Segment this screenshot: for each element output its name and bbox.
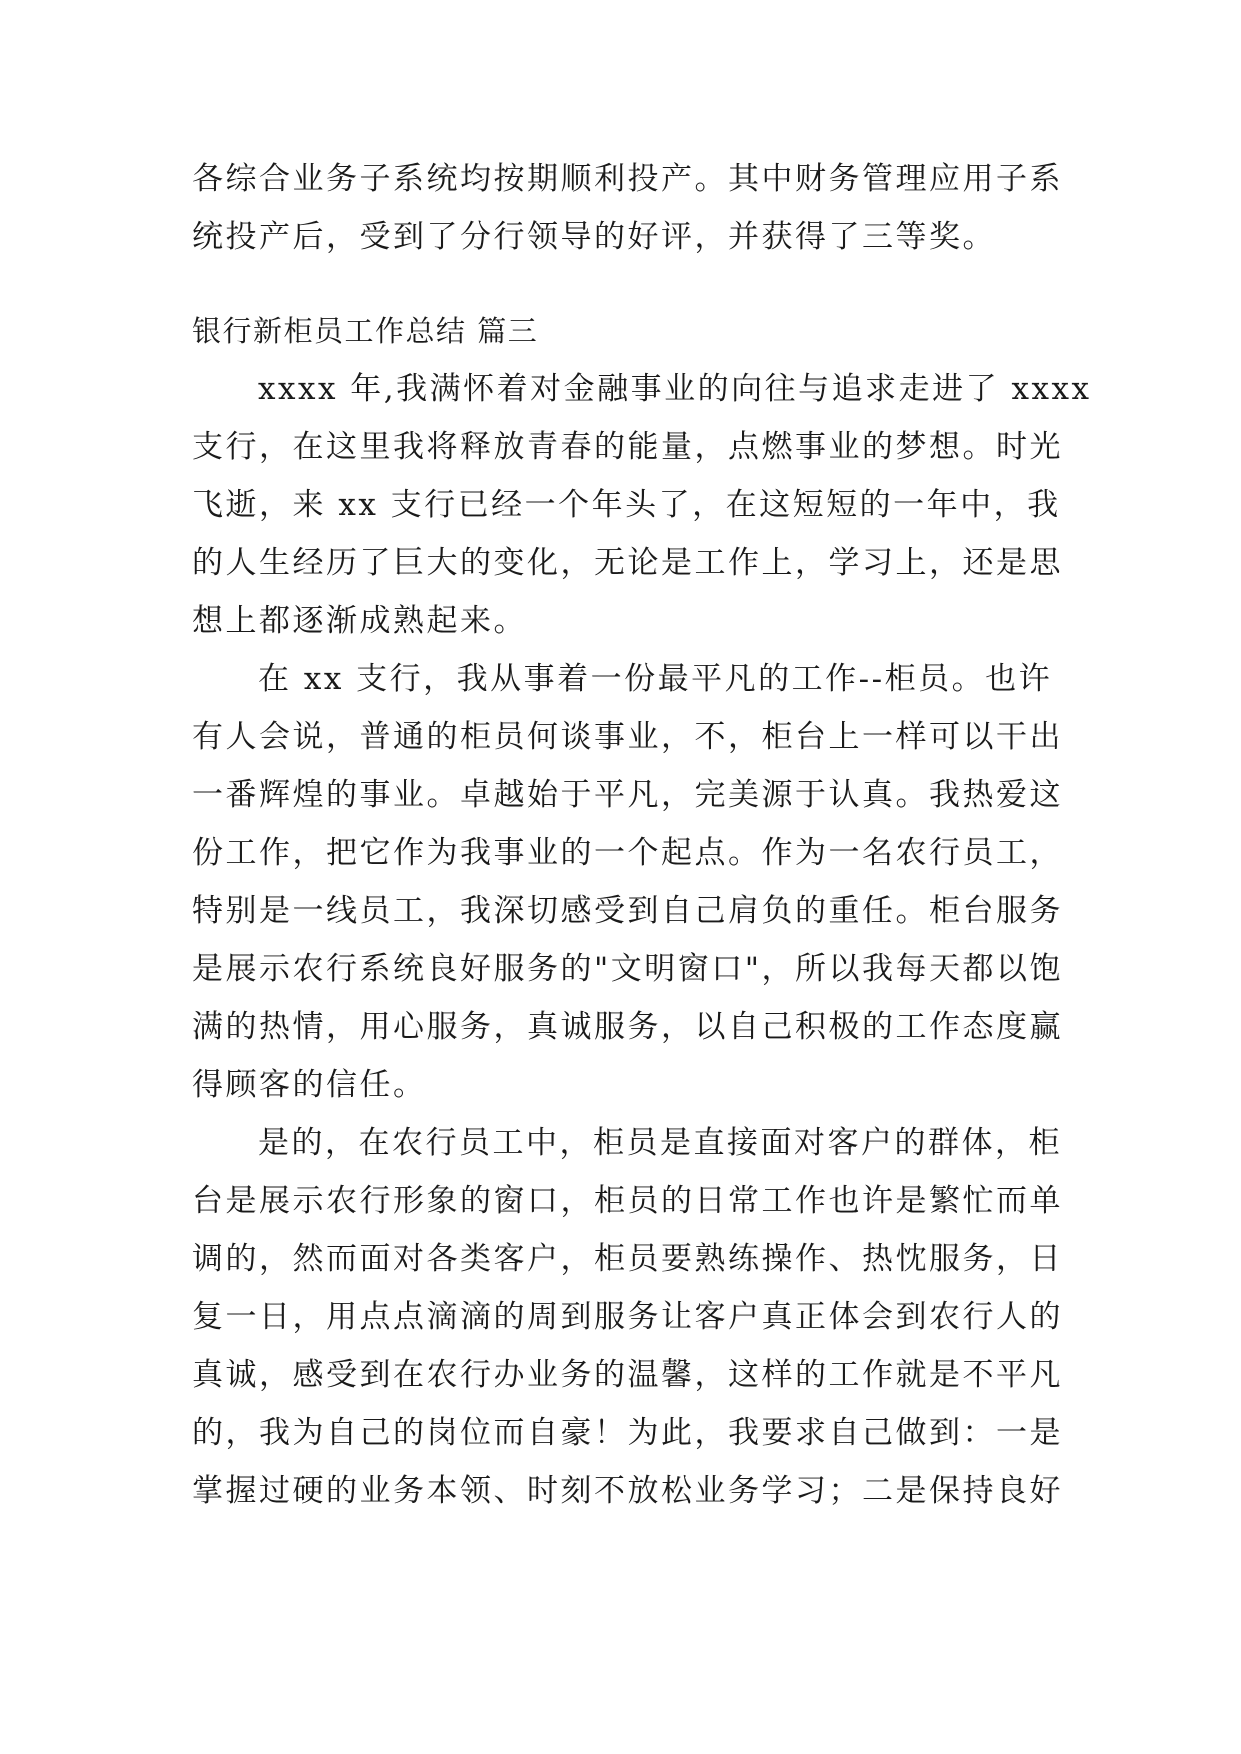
text-line: 真诚，感受到在农行办业务的温馨，这样的工作就是不平凡 — [192, 1357, 1063, 1393]
text-line: 复一日，用点点滴滴的周到服务让客户真正体会到农行人的 — [192, 1299, 1063, 1335]
intro-paragraph — [192, 150, 1063, 266]
text-line: 得顾客的信任。 — [192, 1067, 427, 1103]
text-line: 是的，在农行员工中，柜员是直接面对客户的群体，柜 — [258, 1125, 1062, 1161]
text-line: 份工作，把它作为我事业的一个起点。作为一名农行员工， — [192, 835, 1063, 871]
text-line: 想上都逐渐成熟起来。 — [192, 603, 527, 639]
text-line: 是展示农行系统良好服务的"文明窗口"，所以我每天都以饱 — [192, 951, 1064, 987]
text-line: 调的，然而面对各类客户，柜员要熟练操作、热忱服务，日 — [192, 1241, 1063, 1277]
section-heading: 银行新柜员工作总结 篇三 — [192, 314, 539, 348]
paragraph-2 — [192, 650, 1064, 1114]
text-line: 的人生经历了巨大的变化，无论是工作上，学习上，还是思 — [192, 545, 1063, 581]
text-line: 统投产后，受到了分行领导的好评，并获得了三等奖。 — [192, 219, 996, 255]
document-body — [192, 150, 1092, 1520]
text-line: 满的热情，用心服务，真诚服务，以自己积极的工作态度赢 — [192, 1009, 1063, 1045]
text-line: 掌握过硬的业务本领、时刻不放松业务学习；二是保持良好 — [192, 1473, 1063, 1509]
paragraph-3 — [192, 1114, 1063, 1520]
paragraph-1 — [192, 360, 1092, 650]
text-line: 一番辉煌的事业。卓越始于平凡，完美源于认真。我热爱这 — [192, 777, 1063, 813]
spacer — [192, 266, 1052, 302]
text-line: xxxx 年,我满怀着对金融事业的向往与追求走进了 xxxx — [258, 371, 1092, 407]
text-line: 特别是一线员工，我深切感受到自己肩负的重任。柜台服务 — [192, 893, 1063, 929]
text-line: 支行，在这里我将释放青春的能量，点燃事业的梦想。时光 — [192, 429, 1063, 465]
text-line: 在 xx 支行，我从事着一份最平凡的工作--柜员。也许 — [258, 661, 1053, 697]
text-line: 飞逝，来 xx 支行已经一个年头了，在这短短的一年中，我 — [192, 487, 1061, 523]
text-line: 台是展示农行形象的窗口，柜员的日常工作也许是繁忙而单 — [192, 1183, 1063, 1219]
text-line: 的，我为自己的岗位而自豪！为此，我要求自己做到：一是 — [192, 1415, 1063, 1451]
text-line: 有人会说，普通的柜员何谈事业，不，柜台上一样可以干出 — [192, 719, 1063, 755]
text-line: 各综合业务子系统均按期顺利投产。其中财务管理应用子系 — [192, 161, 1063, 197]
